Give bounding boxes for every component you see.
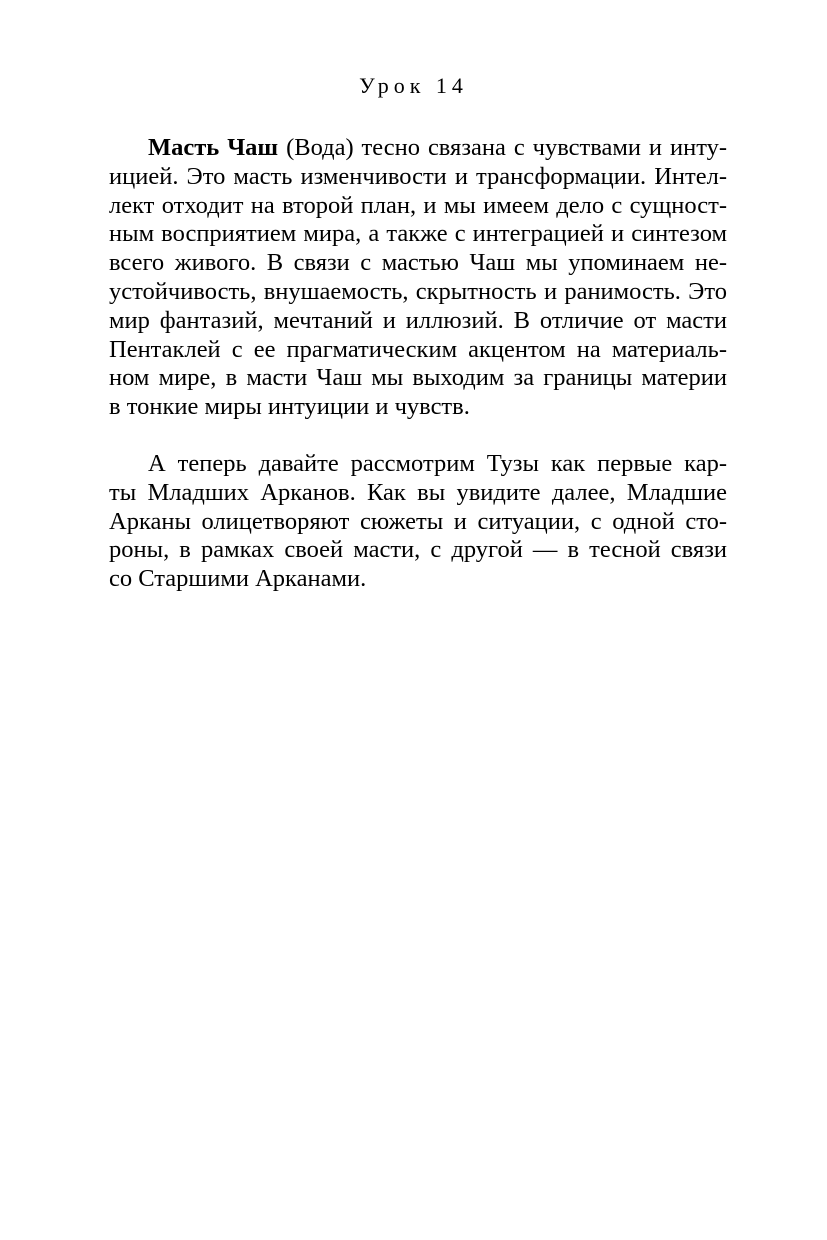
line-text: (Вода) тесно связана с чувствами и инту- xyxy=(278,134,727,161)
paragraph-line: Пентаклей с ее прагматическим акцентом на материаль- xyxy=(109,335,727,363)
paragraph-line: роны, в рамках своей масти, с другой — в тесной связи xyxy=(109,536,727,564)
paragraph-cups-suit xyxy=(109,134,727,422)
bold-term: Масть Чаш xyxy=(148,134,279,161)
paragraph-line: в тонкие миры интуиции и чувств. xyxy=(109,393,470,421)
paragraph-line xyxy=(109,134,727,163)
paragraph-line: всего живого. В связи с мастью Чаш мы упоминаем не- xyxy=(109,249,727,277)
paragraph-line: А теперь давайте рассмотрим Тузы как первые кар- xyxy=(148,450,727,477)
paragraph-line: Арканы олицетворяют сюжеты и ситуации, с одной сто- xyxy=(109,507,727,535)
running-header xyxy=(0,72,827,100)
paragraph-line: мир фантазий, мечтаний и иллюзий. В отличие от масти xyxy=(109,306,727,334)
paragraph-aces-intro xyxy=(109,450,727,594)
paragraph-line: лект отходит на второй план, и мы имеем дело с сущност- xyxy=(109,191,727,219)
running-title: Урок 14 xyxy=(359,73,468,98)
paragraph-line: ицией. Это масть изменчивости и трансформации. Интел- xyxy=(109,162,727,190)
paragraph-line: устойчивость, внушаемость, скрытность и ранимость. Это xyxy=(109,277,727,305)
paragraph-line: со Старшими Арканами. xyxy=(109,565,367,593)
paragraph-line: ном мире, в масти Чаш мы выходим за границы материи xyxy=(109,364,727,392)
paragraph-line: ты Младших Арканов. Как вы увидите далее, Младшие xyxy=(109,478,727,506)
paragraph-line: ным восприятием мира, а также с интеграцией и синтезом xyxy=(109,220,727,248)
